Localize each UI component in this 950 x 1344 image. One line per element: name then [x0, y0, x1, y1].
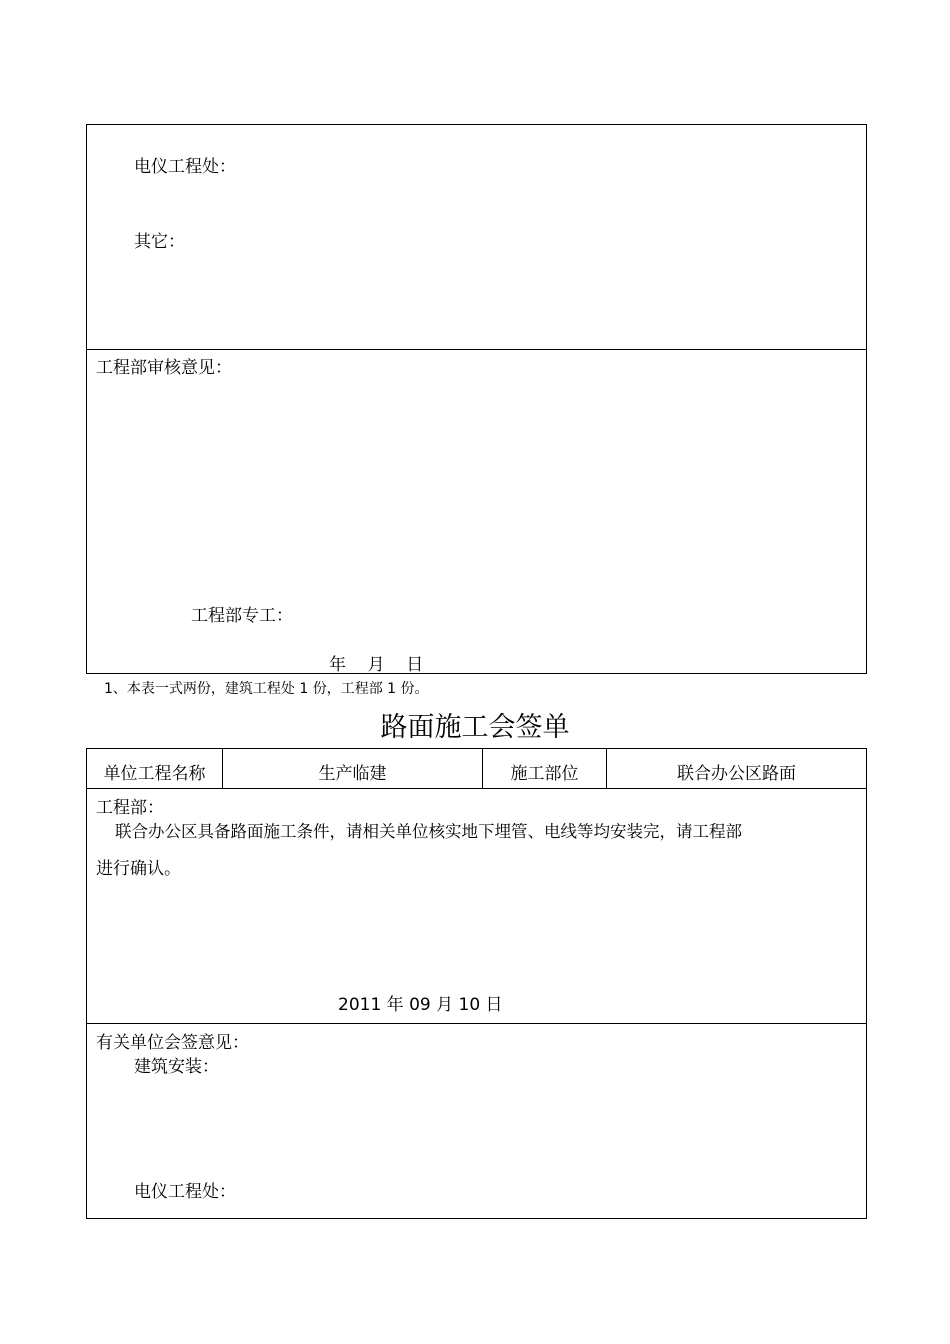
upper-form-table	[86, 124, 867, 674]
review-label: 工程部审核意见：	[96, 358, 232, 378]
section-divider	[86, 1023, 867, 1024]
location-label: 施工部位	[510, 764, 579, 784]
electrical-office-label-2: 电仪工程处：	[134, 1182, 236, 1202]
location-value: 联合办公区路面	[677, 764, 796, 784]
countersign-label: 有关单位会签意见：	[96, 1033, 249, 1053]
engineering-body-line2: 进行确认。	[96, 859, 181, 879]
engineer-signature-label: 工程部专工：	[191, 606, 293, 626]
upper-form-divider	[86, 349, 867, 350]
page-title: 路面施工会签单	[380, 712, 570, 743]
engineering-date: 2011 年 09 月 10 日	[338, 995, 503, 1015]
header-row-divider	[86, 788, 867, 789]
engineering-body-line1: 联合办公区具备路面施工条件，请相关单位核实地下埋管、电线等均安装完，请工程部	[115, 822, 742, 841]
unit-name-label: 单位工程名称	[103, 764, 206, 784]
construction-label: 建筑安装：	[134, 1057, 219, 1077]
unit-name-value: 生产临建	[318, 764, 387, 784]
engineering-label: 工程部：	[96, 798, 164, 818]
form-note: 1、本表一式两份，建筑工程处 1 份，工程部 1 份。	[104, 681, 429, 697]
electrical-office-label: 电仪工程处：	[134, 157, 236, 177]
date-line: 年 月 日	[329, 655, 424, 675]
other-label: 其它：	[134, 232, 185, 252]
